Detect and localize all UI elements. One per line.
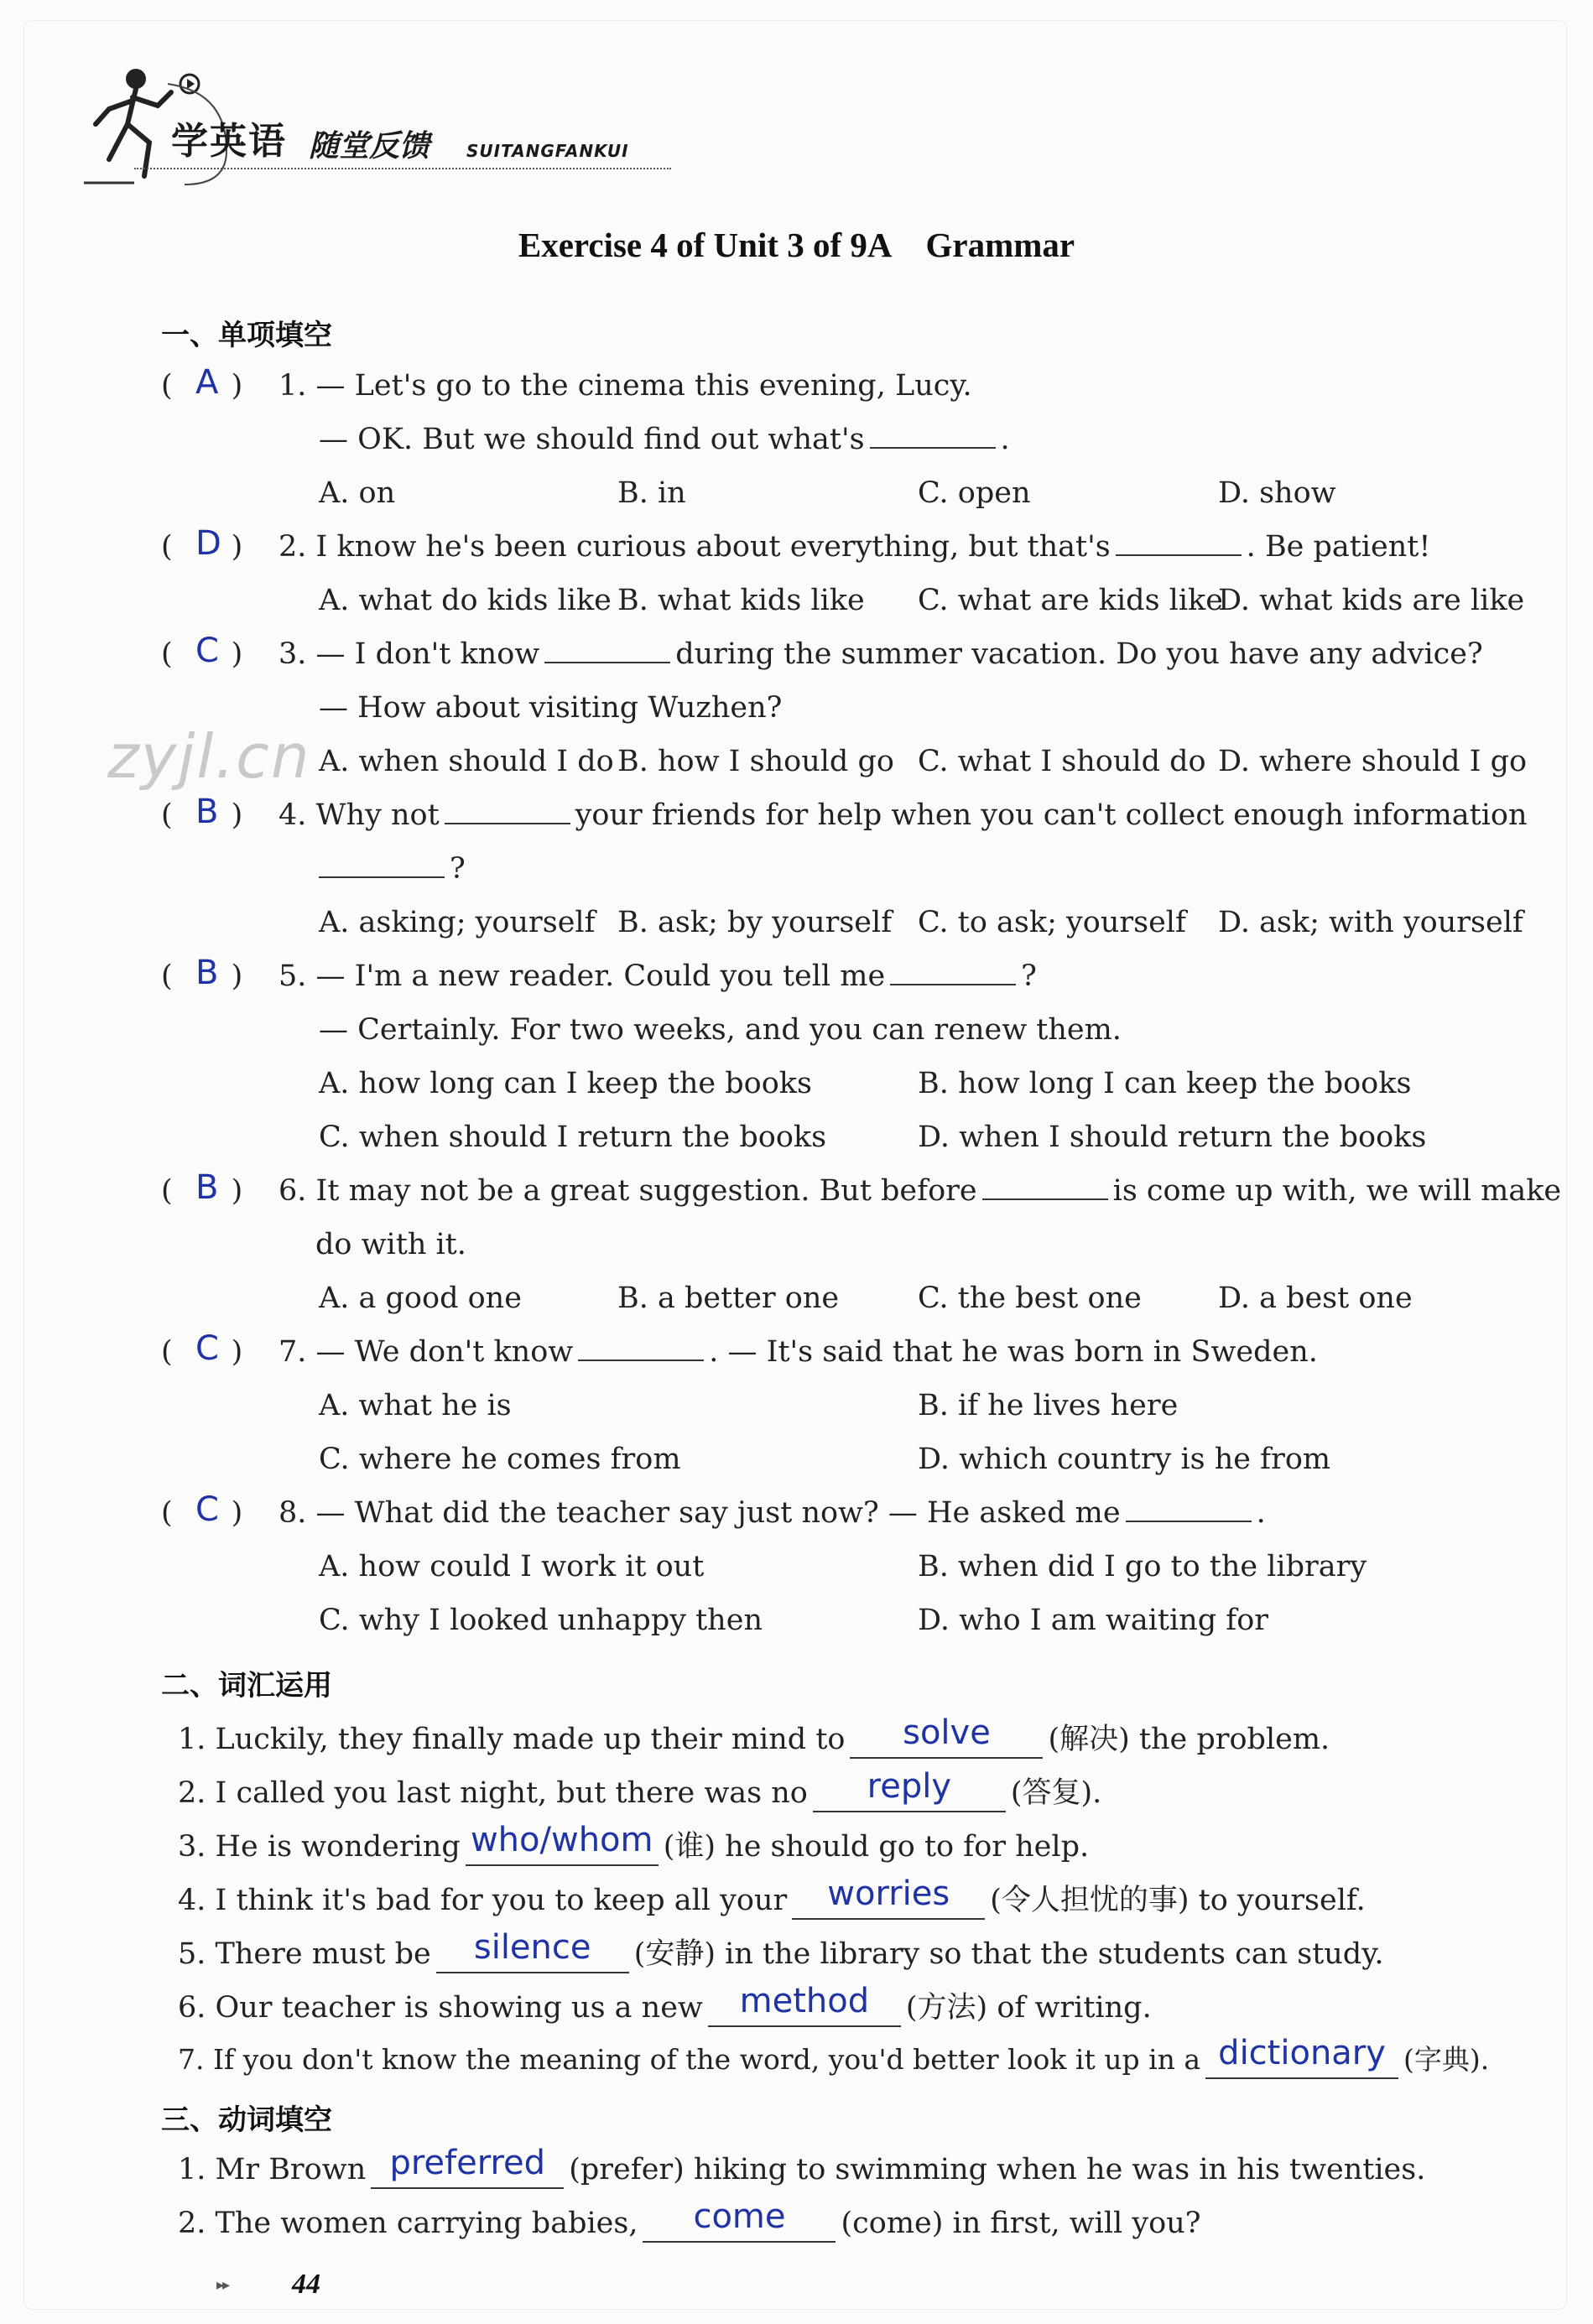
fill-blank[interactable] — [436, 1928, 629, 1973]
blank[interactable] — [445, 822, 570, 824]
handwritten-answer: worries — [827, 1874, 950, 1913]
question-3 — [279, 637, 1483, 671]
brand-subtitle-cn: 随堂反馈 — [309, 129, 430, 164]
option: A. what he is — [319, 1389, 512, 1422]
answer-8: C — [195, 1490, 219, 1529]
question-line: — What did the teacher say just now? — He asked me — [315, 1496, 1121, 1530]
question-line: your friends for help when you can't collect enough information — [575, 798, 1528, 832]
handwritten-answer: preferred — [389, 2144, 546, 2182]
item-text: 2. The women carrying babies, — [178, 2207, 638, 2240]
blank[interactable] — [982, 1198, 1108, 1200]
option: A. how could I work it out — [319, 1550, 705, 1583]
item-text: 6. Our teacher is showing us a new — [178, 1991, 703, 2025]
handwritten-answer: who/whom — [470, 1821, 653, 1859]
question-6 — [279, 1174, 1561, 1208]
answer-4: B — [195, 793, 219, 831]
question-line: ? — [450, 852, 466, 886]
question-line: — I'm a new reader. Could you tell me — [315, 959, 886, 993]
question-line: — We don't know — [315, 1335, 574, 1369]
question-number: 3. — [279, 637, 307, 671]
handwritten-answer: dictionary — [1218, 2034, 1386, 2072]
question-number: 5. — [279, 959, 307, 993]
answer-bracket-4: ( ) — [161, 798, 243, 832]
question-line: during the summer vacation. Do you have any advice? — [675, 637, 1483, 671]
question-number: 2. — [279, 530, 307, 564]
handwritten-answer: reply — [867, 1767, 952, 1806]
blank[interactable] — [578, 1359, 704, 1361]
item-text: (prefer) hiking to swimming when he was in his twenties. — [569, 2153, 1426, 2186]
fill-blank[interactable] — [466, 1821, 659, 1866]
verb-item-1 — [178, 2144, 1426, 2189]
handwritten-answer: come — [693, 2197, 786, 2236]
item-text: 4. I think it's bad for you to keep all your — [178, 1884, 788, 1917]
item-text: 5. There must be — [178, 1937, 431, 1971]
option: C. to ask; yourself — [918, 906, 1186, 939]
title-sub: Grammar — [925, 226, 1075, 264]
fill-blank[interactable] — [792, 1874, 985, 1920]
option: A. what do kids like — [319, 584, 612, 617]
fill-blank[interactable] — [1205, 2034, 1398, 2079]
option: B. how I should go — [617, 745, 894, 778]
item-text: 1. Luckily, they finally made up their mind to — [178, 1723, 846, 1756]
option: D. which country is he from — [918, 1443, 1331, 1476]
question-2: 2. I know he's been curious about everything, but that's . Be patient! — [279, 530, 1431, 564]
option: D. what kids are like — [1218, 584, 1525, 617]
option: C. where he comes from — [319, 1443, 681, 1476]
blank[interactable] — [890, 983, 1016, 985]
question-5 — [279, 959, 1037, 993]
question-line: — OK. But we should find out what's — [319, 423, 865, 456]
question-number: 1. — [279, 369, 307, 403]
question-1-line-2: — OK. But we should find out what's . — [319, 423, 1010, 456]
question-line: — Let's go to the cinema this evening, Lucy. — [315, 369, 972, 403]
option: A. asking; yourself — [319, 906, 596, 939]
blank[interactable] — [1126, 1520, 1252, 1522]
answer-bracket-5: ( ) — [161, 959, 243, 993]
option: D. who I am waiting for — [918, 1604, 1269, 1637]
answer-bracket-6: ( ) — [161, 1174, 243, 1208]
option: C. what I should do — [918, 745, 1206, 778]
vocab-item-2 — [178, 1767, 1102, 1812]
handwritten-answer: method — [739, 1982, 870, 2020]
item-text: 3. He is wondering — [178, 1830, 461, 1864]
fill-blank[interactable] — [708, 1982, 901, 2027]
answer-2: D — [195, 524, 221, 563]
question-line: . — [1256, 1496, 1266, 1530]
question-3-line-2: — How about visiting Wuzhen? — [319, 691, 783, 725]
handwritten-answer: solve — [903, 1713, 991, 1752]
question-5-line-2: — Certainly. For two weeks, and you can renew them. — [319, 1013, 1122, 1047]
question-line: is come up with, we will make — [1112, 1174, 1562, 1208]
answer-7: C — [195, 1329, 219, 1368]
item-text: (安静) in the library so that the students can study. — [633, 1937, 1384, 1971]
fill-blank[interactable] — [850, 1713, 1043, 1759]
vocab-item-4 — [178, 1874, 1366, 1920]
answer-1: A — [195, 363, 219, 402]
blank[interactable] — [319, 876, 445, 878]
option: B. how long I can keep the books — [918, 1067, 1412, 1100]
brand-subtitle-en: SUITANGFANKUI — [466, 141, 629, 161]
fill-blank[interactable] — [813, 1767, 1006, 1812]
blank[interactable] — [544, 661, 670, 663]
question-4-line-2 — [319, 852, 466, 886]
watermark: zyjl.cn — [107, 721, 311, 792]
option: A. when should I do — [319, 745, 614, 778]
section-heading-3: 三、动词填空 — [161, 2103, 332, 2137]
option: B. when did I go to the library — [918, 1550, 1367, 1583]
option: D. show — [1218, 476, 1336, 510]
page-number: 44 — [292, 2269, 320, 2300]
question-line: ? — [1021, 959, 1037, 993]
vocab-item-5 — [178, 1928, 1384, 1973]
option: D. a best one — [1218, 1282, 1413, 1315]
item-text: (方法) of writing. — [905, 1991, 1152, 2025]
question-number: 4. — [279, 798, 307, 832]
item-text: 2. I called you last night, but there was no — [178, 1776, 808, 1810]
question-8 — [279, 1496, 1266, 1530]
option: B. a better one — [617, 1282, 840, 1315]
option: C. what are kids like — [918, 584, 1223, 617]
fill-blank[interactable] — [371, 2144, 564, 2189]
option: B. in — [617, 476, 686, 510]
vocab-item-1 — [178, 1713, 1330, 1759]
header — [84, 59, 688, 193]
option: B. ask; by yourself — [617, 906, 893, 939]
question-line: It may not be a great suggestion. But before — [315, 1174, 977, 1208]
question-6-line-2: do with it. — [315, 1228, 466, 1261]
section-heading-2: 二、词汇运用 — [161, 1669, 332, 1703]
fill-blank[interactable] — [643, 2197, 836, 2243]
question-number: 6. — [279, 1174, 307, 1208]
question-1 — [279, 369, 972, 403]
item-text: (come) in first, will you? — [841, 2207, 1201, 2240]
exercise-title — [0, 225, 1593, 265]
vocab-item-6 — [178, 1984, 1152, 2027]
vocab-item-7 — [178, 2034, 1490, 2079]
question-4 — [279, 798, 1528, 832]
option: C. why I looked unhappy then — [319, 1604, 763, 1637]
option: B. what kids like — [617, 584, 865, 617]
answer-bracket-1: ( ) — [161, 369, 243, 403]
blank[interactable] — [1116, 554, 1242, 556]
option: C. the best one — [918, 1282, 1142, 1315]
option: B. if he lives here — [918, 1389, 1179, 1422]
header-divider — [134, 168, 671, 169]
option: D. ask; with yourself — [1218, 906, 1523, 939]
question-number: 7. — [279, 1335, 307, 1369]
question-line: I know he's been curious about everything, but that's — [315, 530, 1111, 564]
option: A. a good one — [319, 1282, 522, 1315]
question-line: . — It's said that he was born in Sweden. — [709, 1335, 1318, 1369]
answer-bracket-7: ( ) — [161, 1335, 243, 1369]
question-line: Why not — [315, 798, 440, 832]
vocab-item-3 — [178, 1823, 1089, 1866]
option: D. when I should return the books — [918, 1120, 1427, 1154]
question-line: Be patient! — [1264, 530, 1431, 564]
question-7 — [279, 1335, 1318, 1369]
answer-bracket-3: ( ) — [161, 637, 243, 671]
verb-item-2 — [178, 2197, 1201, 2243]
title-main: Exercise 4 of Unit 3 of 9A — [518, 226, 893, 264]
item-text: (答复). — [1010, 1776, 1102, 1810]
section-heading-1: 一、单项填空 — [161, 319, 332, 352]
handwritten-answer: silence — [473, 1928, 591, 1967]
question-number: 8. — [279, 1496, 307, 1530]
option: D. where should I go — [1218, 745, 1528, 778]
question-line: — I don't know — [315, 637, 540, 671]
option: A. on — [319, 476, 396, 510]
brand-title-cn: 学英语 — [171, 120, 287, 163]
item-text: 7. If you don't know the meaning of the word, you'd better look it up in a — [178, 2043, 1201, 2076]
option: C. open — [918, 476, 1031, 510]
answer-bracket-2: ( ) — [161, 530, 243, 564]
item-text: (令人担忧的事) to yourself. — [990, 1884, 1366, 1917]
blank[interactable] — [870, 446, 996, 449]
answer-6: B — [195, 1168, 219, 1207]
option: A. how long can I keep the books — [319, 1067, 812, 1100]
answer-bracket-8: ( ) — [161, 1496, 243, 1530]
option: C. when should I return the books — [319, 1120, 827, 1154]
page-arrow-icon: ▸▸ — [216, 2276, 229, 2294]
item-text: (解决) the problem. — [1048, 1723, 1330, 1756]
item-text: 1. Mr Brown — [178, 2153, 367, 2186]
item-text: (谁) he should go to for help. — [663, 1830, 1090, 1864]
answer-3: C — [195, 632, 219, 670]
item-text: (字典). — [1403, 2043, 1490, 2076]
answer-5: B — [195, 954, 219, 992]
